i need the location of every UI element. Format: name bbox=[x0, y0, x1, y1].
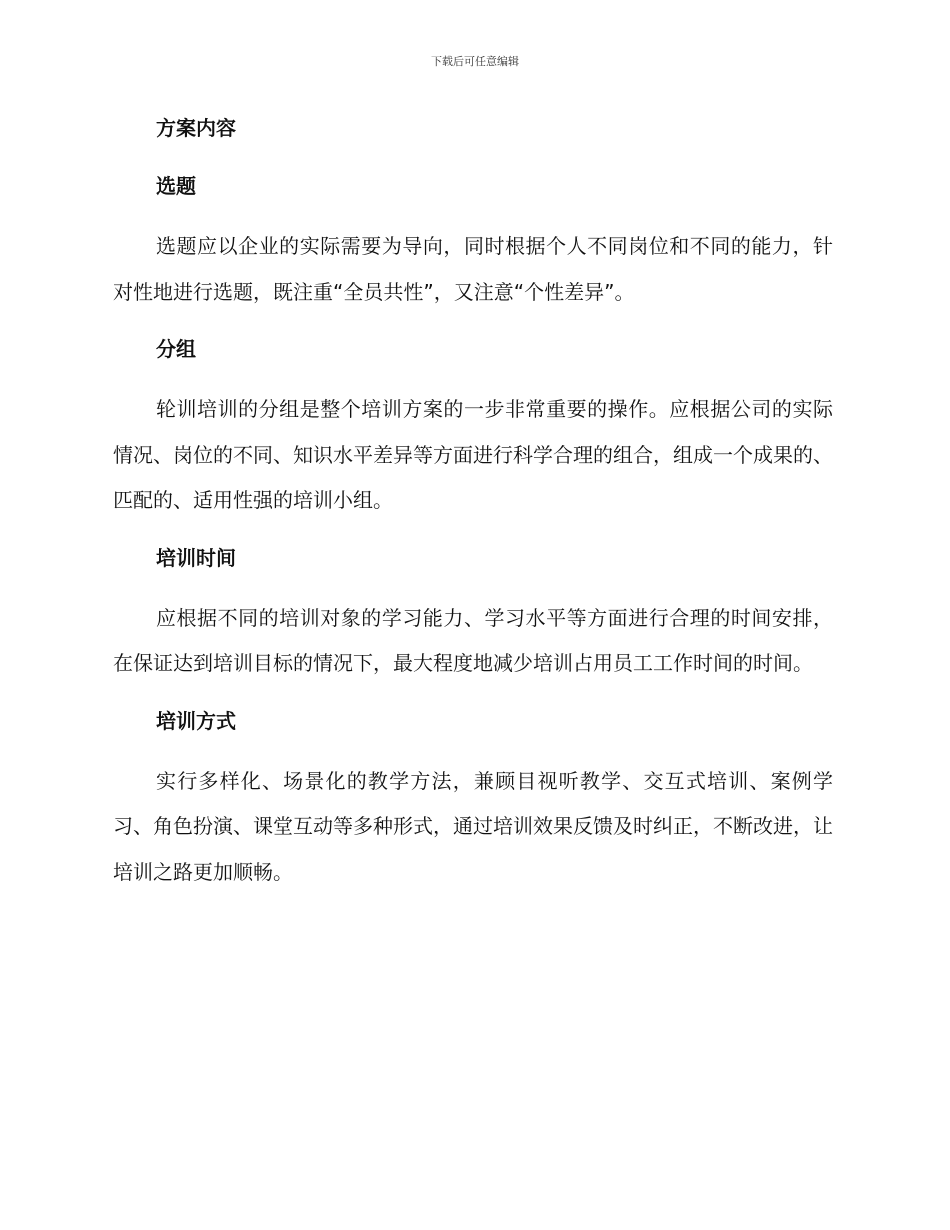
section-body-training-time: 应根据不同的培训对象的学习能力、学习水平等方面进行合理的时间安排，在保证达到培训目标的情况下，最大程度地减少培训占用员工工作时间的时间。 bbox=[113, 605, 833, 675]
document-title: 方案内容 bbox=[156, 116, 236, 140]
section-body-topic: 选题应以企业的实际需要为导向，同时根据个人不同岗位和不同的能力，针对性地进行选题，既注重“全员共性”，又注意“个性差异”。 bbox=[113, 234, 833, 304]
section-heading-training-time: 培训时间 bbox=[156, 545, 236, 570]
section-heading-topic: 选题 bbox=[156, 174, 196, 198]
page-header: 下载后可任意编辑 bbox=[431, 55, 519, 68]
section-body-grouping: 轮训培训的分组是整个培训方案的一步非常重要的操作。应根据公司的实际情况、岗位的不同、知识水平差异等方面进行科学合理的组合，组成一个成果的、匹配的、适用性强的培训小组。 bbox=[113, 397, 833, 512]
document-body bbox=[113, 108, 833, 909]
section-heading-training-method: 培训方式 bbox=[156, 708, 236, 733]
section-body-training-method: 实行多样化、场景化的教学方法，兼顾目视听教学、交互式培训、案例学习、角色扮演、课堂互动等多种形式，通过培训效果反馈及时纠正，不断改进，让培训之路更加顺畅。 bbox=[113, 768, 833, 884]
section-heading-grouping: 分组 bbox=[156, 337, 196, 361]
